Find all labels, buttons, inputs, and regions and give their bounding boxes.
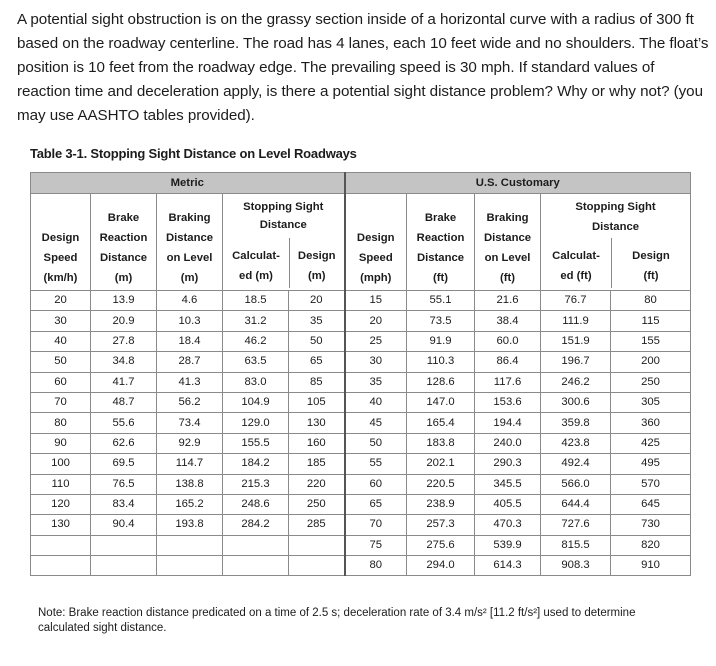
table-cell: 165.2: [157, 494, 223, 514]
table-row: [31, 433, 691, 453]
table-row: [31, 291, 691, 311]
table-cell: 129.0: [223, 413, 289, 433]
table-cell: 28.7: [157, 352, 223, 372]
stopping-sight-distance-table: [30, 172, 691, 576]
table-cell: 910: [611, 556, 691, 576]
table-body: [31, 291, 691, 576]
us-stopping-sight-header: [541, 194, 691, 291]
table-row: [31, 352, 691, 372]
header-line: Distance: [165, 232, 214, 244]
table-cell: 21.6: [475, 291, 541, 311]
table-cell: 40: [345, 392, 407, 412]
table-cell: 200: [611, 352, 691, 372]
table-cell: 69.5: [91, 454, 157, 474]
table-cell: 35: [289, 311, 345, 331]
table-cell: 110.3: [407, 352, 475, 372]
table-cell: 80: [345, 556, 407, 576]
table-cell: 20: [345, 311, 407, 331]
table-cell: 73.5: [407, 311, 475, 331]
table-cell: 15: [345, 291, 407, 311]
table-cell: 492.4: [541, 454, 611, 474]
table-cell: 425: [611, 433, 691, 453]
table-note: [38, 606, 678, 636]
header-line: Braking: [168, 212, 211, 224]
header-line: Brake: [107, 212, 140, 224]
header-line: (km/h): [43, 272, 78, 284]
table-cell: 90.4: [91, 515, 157, 535]
table-cell: 193.8: [157, 515, 223, 535]
table-cell: [223, 556, 289, 576]
table-cell: 38.4: [475, 311, 541, 331]
table-cell: 85: [289, 372, 345, 392]
table-cell: 257.3: [407, 515, 475, 535]
table-cell: 250: [611, 372, 691, 392]
table-cell: 128.6: [407, 372, 475, 392]
table-row: [31, 372, 691, 392]
table-cell: [91, 556, 157, 576]
table-cell: 20: [289, 291, 345, 311]
table-cell: [157, 556, 223, 576]
table-cell: [223, 535, 289, 555]
header-line: Stopping Sight: [575, 201, 656, 213]
header-line: (m): [180, 272, 199, 284]
table-cell: 55.6: [91, 413, 157, 433]
header-line: (mph): [360, 272, 392, 284]
table-cell: 220.5: [407, 474, 475, 494]
header-line: Reaction: [416, 232, 465, 244]
metric-design-header: [290, 238, 344, 288]
table-cell: 65: [345, 494, 407, 514]
header-line: on Level: [166, 252, 213, 264]
header-line: Distance: [99, 252, 148, 264]
table-cell: 92.9: [157, 433, 223, 453]
metric-stopping-sight-header: [223, 194, 345, 291]
table-cell: 100: [31, 454, 91, 474]
table-cell: 10.3: [157, 311, 223, 331]
table-cell: 275.6: [407, 535, 475, 555]
header-line: Design: [632, 250, 670, 262]
table-row: [31, 535, 691, 555]
table-cell: 35: [345, 372, 407, 392]
table-cell: 18.5: [223, 291, 289, 311]
table-cell: 70: [31, 392, 91, 412]
table-cell: [31, 556, 91, 576]
table-cell: 50: [31, 352, 91, 372]
problem-statement: A potential sight obstruction is on the grassy section inside of a horizontal curve with a radius of 300 ft based on the roadway centerline. The road has 4 lanes, each 10 feet wide and no shoulders. The float’s position is 10 feet from the roadway edge. The prevailing speed is 30 mph. If standard values of reaction time and deceleration apply, is there a potential sight distance problem? Why or why not? (you may use AASHTO tables provided).: [17, 11, 709, 124]
table-row: [31, 494, 691, 514]
header-line: Design: [41, 232, 80, 244]
table-cell: 246.2: [541, 372, 611, 392]
table-cell: 120: [31, 494, 91, 514]
header-line: Calculat-: [232, 250, 280, 262]
table-cell: 60: [345, 474, 407, 494]
table-cell: 105: [289, 392, 345, 412]
table-cell: 820: [611, 535, 691, 555]
table-cell: 34.8: [91, 352, 157, 372]
us-design-header: [612, 238, 690, 288]
table-cell: 290.3: [475, 454, 541, 474]
table-cell: 727.6: [541, 515, 611, 535]
table-cell: 160: [289, 433, 345, 453]
table-cell: [289, 556, 345, 576]
table-cell: 130: [31, 515, 91, 535]
table-cell: 215.3: [223, 474, 289, 494]
header-line: Reaction: [99, 232, 148, 244]
table-cell: 20.9: [91, 311, 157, 331]
table-cell: 90: [31, 433, 91, 453]
table-cell: 13.9: [91, 291, 157, 311]
table-cell: 50: [289, 331, 345, 351]
table-cell: 614.3: [475, 556, 541, 576]
table-row: [31, 474, 691, 494]
table-title: Table 3-1. Stopping Sight Distance on Level Roadways: [30, 146, 357, 161]
table-cell: 405.5: [475, 494, 541, 514]
table-cell: 50: [345, 433, 407, 453]
table-cell: 566.0: [541, 474, 611, 494]
us-design-speed-header: [345, 194, 407, 291]
table-cell: 41.3: [157, 372, 223, 392]
header-line: Brake: [424, 212, 457, 224]
table-cell: 138.8: [157, 474, 223, 494]
table-cell: 359.8: [541, 413, 611, 433]
table-cell: 815.5: [541, 535, 611, 555]
header-line: Design: [297, 250, 336, 262]
table-cell: 294.0: [407, 556, 475, 576]
table-cell: 644.4: [541, 494, 611, 514]
table-cell: 83.0: [223, 372, 289, 392]
table-cell: 285: [289, 515, 345, 535]
table-cell: 73.4: [157, 413, 223, 433]
table-cell: 45: [345, 413, 407, 433]
table-cell: 147.0: [407, 392, 475, 412]
header-line: Distance: [483, 232, 532, 244]
table-cell: 470.3: [475, 515, 541, 535]
metric-design-speed-header: [31, 194, 91, 291]
table-cell: 83.4: [91, 494, 157, 514]
table-cell: 76.7: [541, 291, 611, 311]
table-row: [31, 413, 691, 433]
table-row: [31, 454, 691, 474]
header-line: Distance: [591, 221, 640, 233]
us-ssd-title: [541, 194, 690, 238]
table-cell: 55: [345, 454, 407, 474]
table-cell: 196.7: [541, 352, 611, 372]
table-cell: 570: [611, 474, 691, 494]
table-cell: 30: [345, 352, 407, 372]
table-cell: 76.5: [91, 474, 157, 494]
table-cell: 56.2: [157, 392, 223, 412]
table-cell: 55.1: [407, 291, 475, 311]
table-cell: 25: [345, 331, 407, 351]
metric-calculated-header: [223, 238, 290, 288]
table-cell: 27.8: [91, 331, 157, 351]
table-cell: 115: [611, 311, 691, 331]
header-line: Distance: [416, 252, 465, 264]
metric-group-header: Metric: [31, 173, 345, 194]
header-line: (m): [307, 270, 326, 282]
table-cell: 155.5: [223, 433, 289, 453]
table-cell: 31.2: [223, 311, 289, 331]
table-cell: 153.6: [475, 392, 541, 412]
header-line: Speed: [358, 252, 393, 264]
table-cell: 908.3: [541, 556, 611, 576]
table-cell: 151.9: [541, 331, 611, 351]
table-cell: 70: [345, 515, 407, 535]
table-cell: 183.8: [407, 433, 475, 453]
table-cell: 238.9: [407, 494, 475, 514]
us-brake-reaction-header: [407, 194, 475, 291]
table-row: [31, 311, 691, 331]
table-cell: 48.7: [91, 392, 157, 412]
table-cell: 20: [31, 291, 91, 311]
metric-brake-reaction-header: [91, 194, 157, 291]
table-cell: 240.0: [475, 433, 541, 453]
table-cell: 250: [289, 494, 345, 514]
table-cell: 80: [31, 413, 91, 433]
metric-braking-distance-header: [157, 194, 223, 291]
table-cell: 185: [289, 454, 345, 474]
table-cell: 539.9: [475, 535, 541, 555]
table-cell: 194.4: [475, 413, 541, 433]
table-cell: [289, 535, 345, 555]
header-line: (ft): [432, 272, 449, 284]
table-cell: 110: [31, 474, 91, 494]
table-cell: 360: [611, 413, 691, 433]
table-cell: 220: [289, 474, 345, 494]
table-cell: 60: [31, 372, 91, 392]
table-cell: 495: [611, 454, 691, 474]
table-cell: 184.2: [223, 454, 289, 474]
table-cell: 165.4: [407, 413, 475, 433]
table-cell: 114.7: [157, 454, 223, 474]
table-cell: 65: [289, 352, 345, 372]
table-cell: 284.2: [223, 515, 289, 535]
table-cell: [91, 535, 157, 555]
us-customary-group-header: U.S. Customary: [345, 173, 691, 194]
header-line: Speed: [43, 252, 78, 264]
header-line: ed (m): [239, 270, 273, 282]
table-row: [31, 515, 691, 535]
table-cell: 60.0: [475, 331, 541, 351]
table-row: [31, 392, 691, 412]
table-cell: 130: [289, 413, 345, 433]
table-cell: 63.5: [223, 352, 289, 372]
header-line: Design: [356, 232, 395, 244]
header-line: (ft): [643, 270, 659, 282]
header-line: on Level: [484, 252, 531, 264]
us-braking-distance-header: [475, 194, 541, 291]
table-cell: 46.2: [223, 331, 289, 351]
table-row: [31, 331, 691, 351]
metric-ssd-title: Stopping Sight Distance: [243, 201, 324, 231]
header-line: ed (ft): [560, 270, 592, 282]
table-cell: 645: [611, 494, 691, 514]
table-cell: 730: [611, 515, 691, 535]
table-cell: 300.6: [541, 392, 611, 412]
table-cell: 75: [345, 535, 407, 555]
table-cell: 155: [611, 331, 691, 351]
header-line: (ft): [499, 272, 516, 284]
table-cell: 18.4: [157, 331, 223, 351]
table-cell: 117.6: [475, 372, 541, 392]
table-cell: 41.7: [91, 372, 157, 392]
table-cell: 4.6: [157, 291, 223, 311]
table-cell: [157, 535, 223, 555]
table-cell: 305: [611, 392, 691, 412]
table-cell: 80: [611, 291, 691, 311]
table-cell: 423.8: [541, 433, 611, 453]
table-cell: 30: [31, 311, 91, 331]
header-line: Braking: [486, 212, 529, 224]
header-line: (m): [114, 272, 133, 284]
table-cell: 111.9: [541, 311, 611, 331]
table-cell: 345.5: [475, 474, 541, 494]
header-line: Calculat-: [552, 250, 600, 262]
table-cell: 248.6: [223, 494, 289, 514]
table-cell: 202.1: [407, 454, 475, 474]
note-text: Note: Brake reaction distance predicated on a time of 2.5 s; deceleration rate of 3.4 m/s² [11.2 ft/s²] used to determine calculated sight distance.: [38, 607, 636, 634]
table-cell: 62.6: [91, 433, 157, 453]
table-cell: 40: [31, 331, 91, 351]
table-cell: [31, 535, 91, 555]
table-cell: 104.9: [223, 392, 289, 412]
table-cell: 86.4: [475, 352, 541, 372]
table-cell: 91.9: [407, 331, 475, 351]
us-calculated-header: [541, 238, 612, 288]
table-row: [31, 556, 691, 576]
